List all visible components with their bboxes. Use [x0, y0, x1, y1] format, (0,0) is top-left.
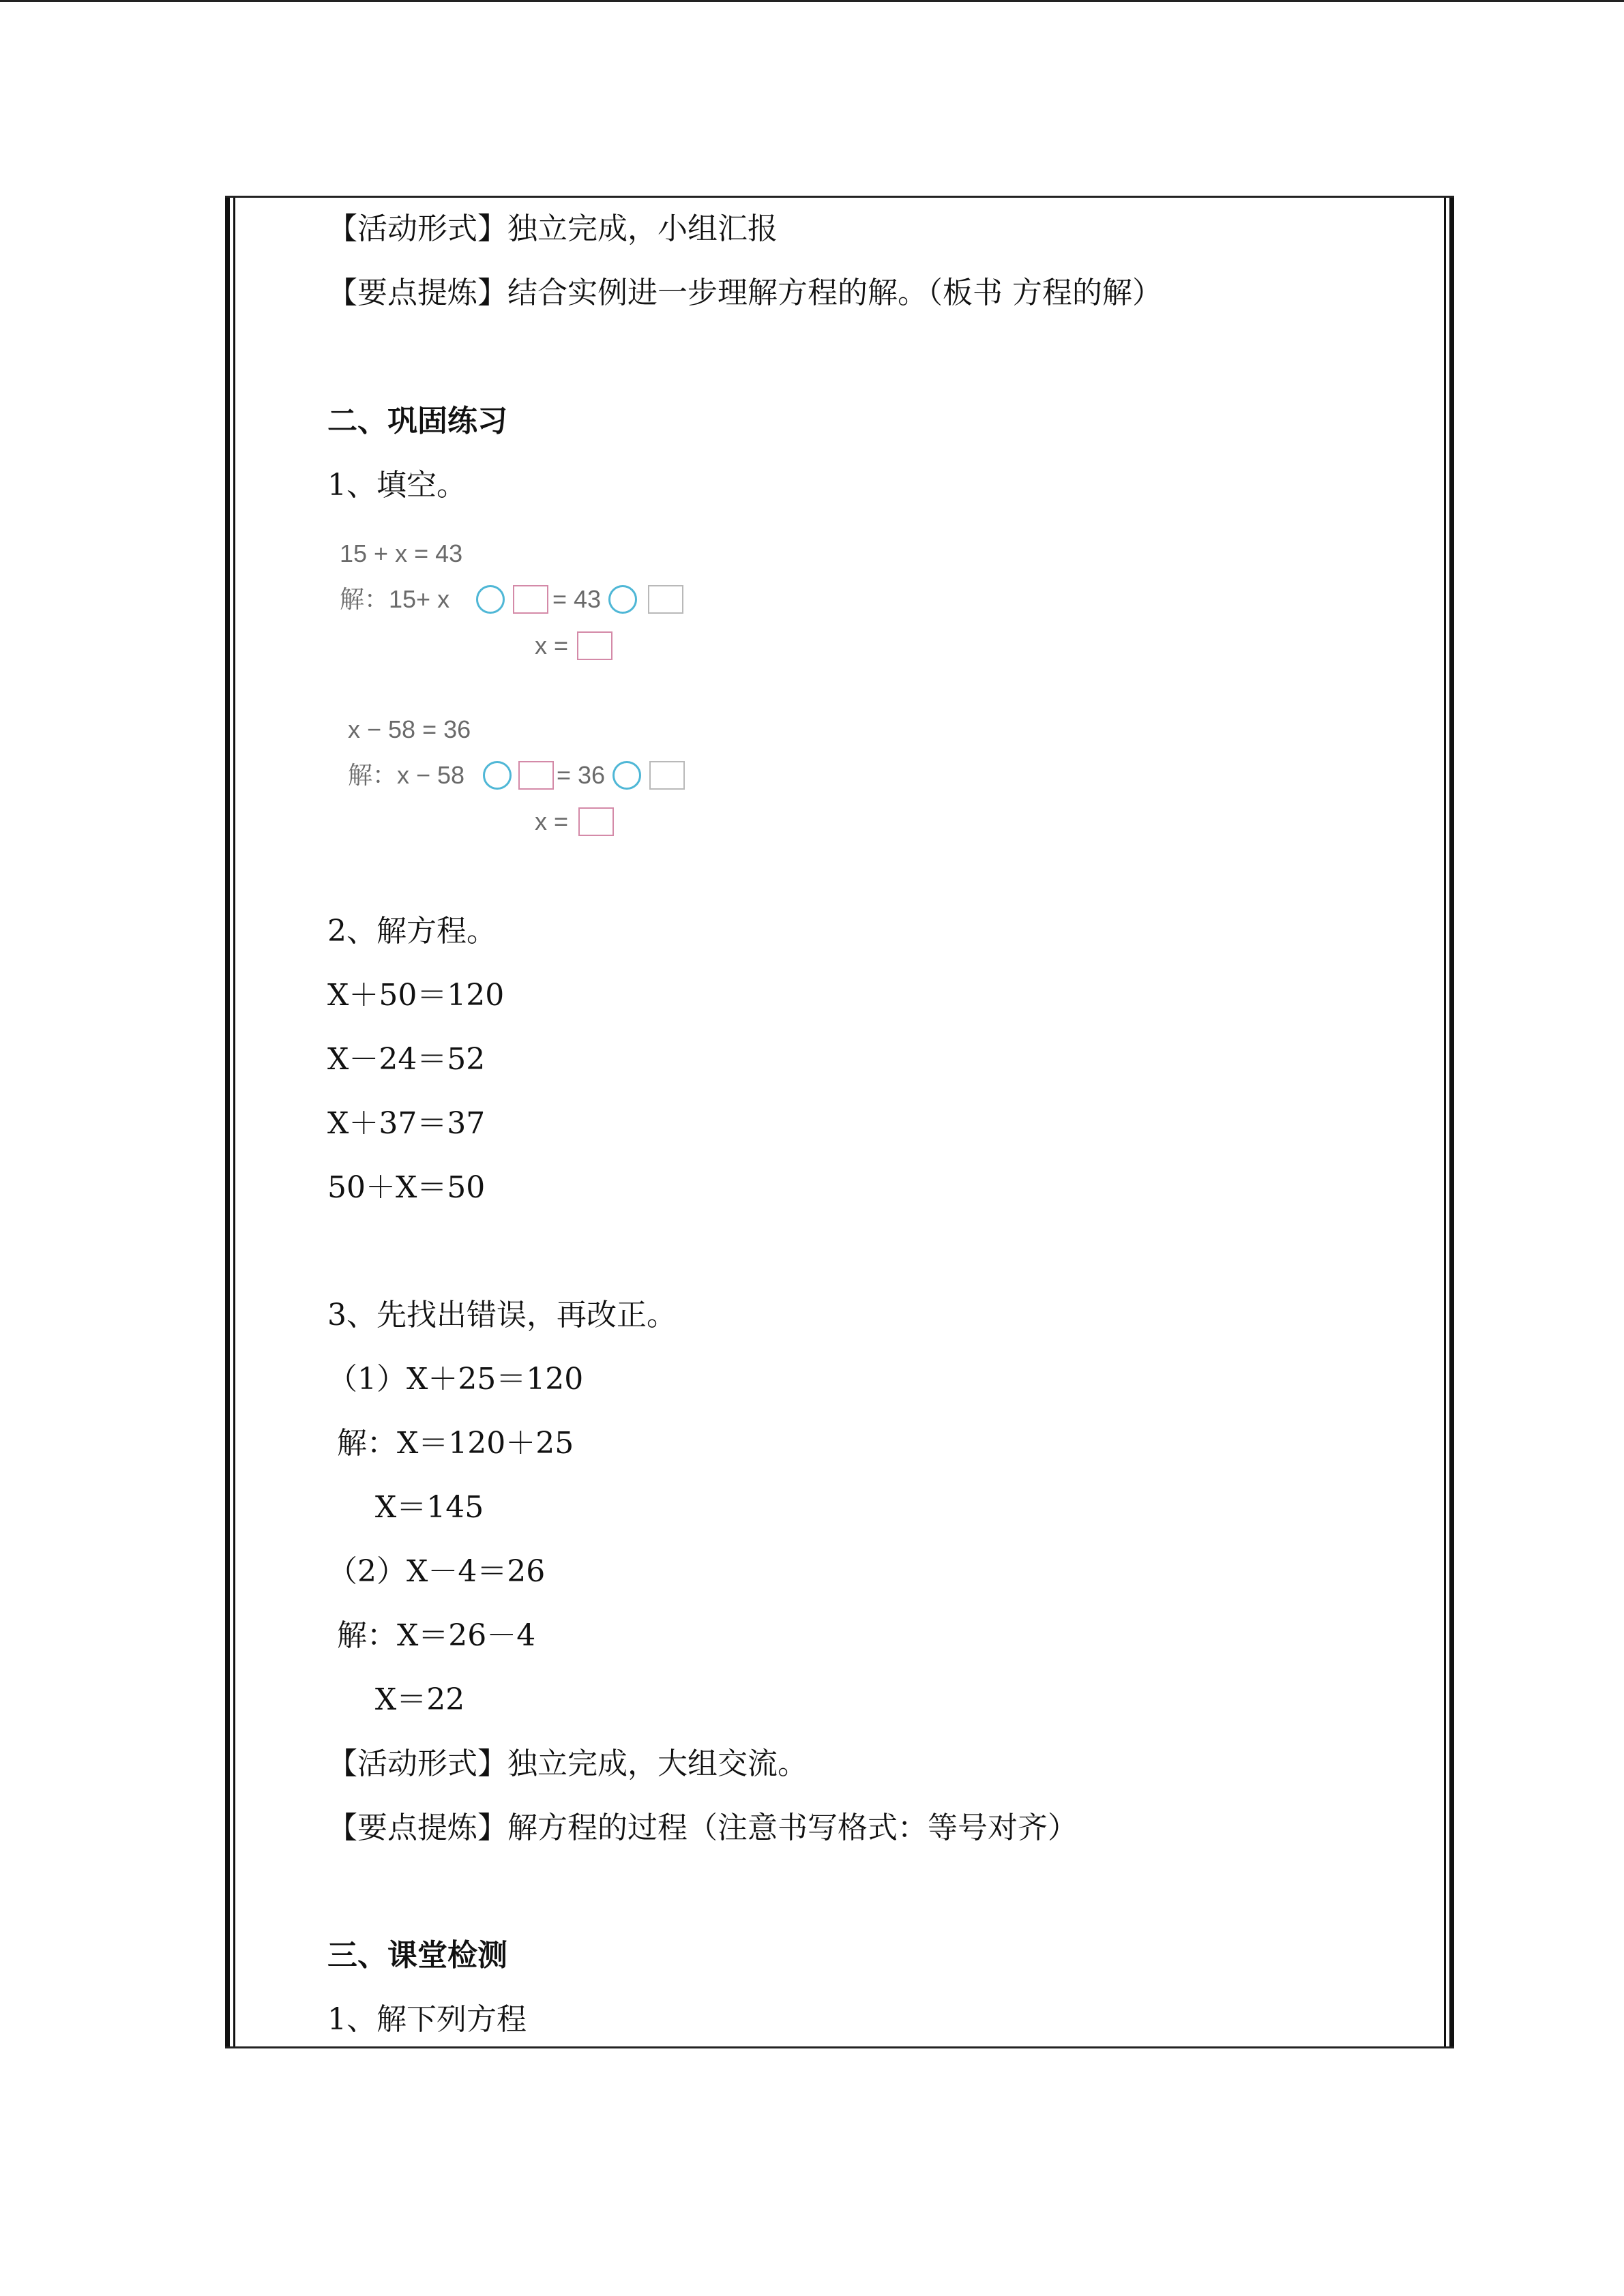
fig-b-equals-value: = 36 — [557, 761, 606, 789]
question-fill-blank: 1、填空。 — [327, 468, 467, 503]
question-solve-equations: 2、解方程。 — [327, 914, 497, 949]
question-solve-following: 1、解下列方程 — [327, 2002, 527, 2037]
fig-b-solution-prefix: 解：x − 58 — [348, 761, 465, 789]
fig-a-x-label: x = — [535, 631, 569, 659]
top-rule — [0, 0, 1624, 2]
fig-a-blank-box-2[interactable] — [648, 585, 683, 614]
fig-a-operator-circle-2[interactable] — [608, 585, 637, 614]
equation-3: X＋37＝37 — [327, 1106, 486, 1141]
fig-b-answer-box[interactable] — [578, 807, 614, 836]
equation-1: X＋50＝120 — [327, 978, 505, 1013]
problem-1-step-1: 解：X＝120＋25 — [327, 1426, 574, 1461]
fig-a-operator-circle-1[interactable] — [476, 585, 505, 614]
frame-right-outer — [1449, 198, 1454, 2046]
section-classroom-test-heading: 三、课堂检测 — [327, 1938, 507, 1973]
key-points-1: 【要点提炼】结合实例进一步理解方程的解。（板书 方程的解） — [327, 275, 1162, 310]
fig-b-operator-circle-2[interactable] — [612, 761, 641, 790]
fig-b-equation: x − 58 = 36 — [348, 715, 471, 743]
fig-b-blank-box-1[interactable] — [518, 761, 554, 790]
fig-a-blank-box-1[interactable] — [513, 585, 548, 614]
equation-2: X－24＝52 — [327, 1042, 486, 1077]
problem-1: （1）X＋25＝120 — [327, 1362, 584, 1397]
frame-left-outer — [225, 198, 230, 2046]
problem-2: （2）X－4＝26 — [327, 1554, 546, 1589]
problem-1-step-2: X＝145 — [327, 1490, 484, 1525]
question-find-errors: 3、先找出错误，再改正。 — [327, 1298, 677, 1332]
problem-2-step-1: 解：X＝26－4 — [327, 1618, 536, 1653]
fig-b-x-label: x = — [535, 807, 569, 835]
activity-form-1: 【活动形式】独立完成，小组汇报 — [327, 211, 778, 246]
fig-a-equals-value: = 43 — [552, 585, 602, 613]
fig-a-solution-prefix: 解：15+ x — [340, 585, 450, 613]
equation-4: 50＋X＝50 — [327, 1170, 486, 1205]
key-points-2: 【要点提炼】解方程的过程（注意书写格式：等号对齐） — [327, 1810, 1078, 1845]
activity-form-2: 【活动形式】独立完成，大组交流。 — [327, 1746, 808, 1781]
fig-b-operator-circle-1[interactable] — [483, 761, 512, 790]
frame-right-inner — [1444, 198, 1446, 2046]
fig-b-blank-box-2[interactable] — [649, 761, 685, 790]
fig-a-answer-box[interactable] — [577, 631, 612, 660]
section-consolidation-heading: 二、巩固练习 — [327, 404, 507, 438]
problem-2-step-2: X＝22 — [327, 1682, 465, 1717]
frame-left-inner — [233, 198, 235, 2046]
fig-a-equation: 15 + x = 43 — [340, 539, 463, 567]
